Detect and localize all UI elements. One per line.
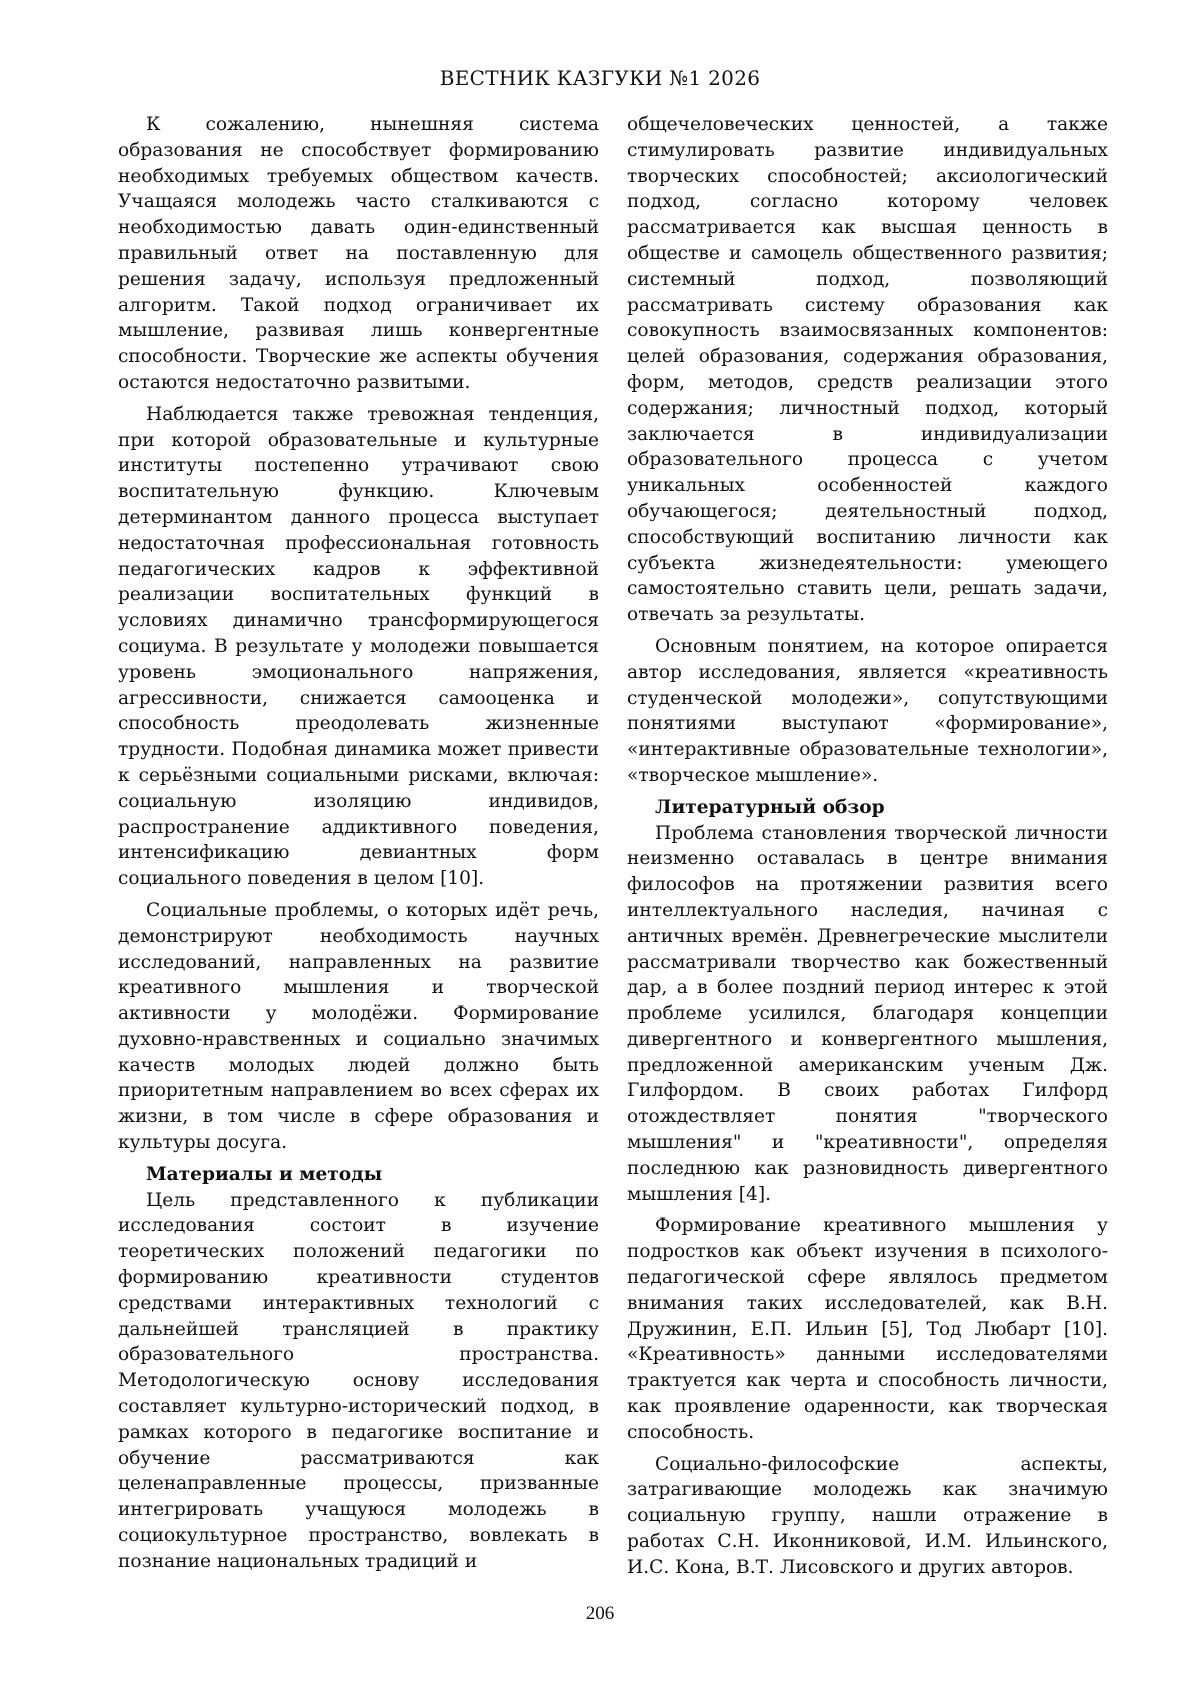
paragraph: Цель представленного к публикации исследования состоит в изучение теоретических положений педагогики по формированию креативности студентов средствами интерактивных технологий с дальнейшей трансляцией в практику образовательного пространства. Методологическую основу исследования составляет культурно-исторический подход, в рамках которого в педагогике воспитание и обучение рассматриваются как целенаправленные процессы, призванные интегрировать учащуюся молодежь в социокультурное пространство, вовлекать в познание национальных традиций и bbox=[118, 1189, 599, 1572]
paragraph: Основным понятием, на которое опирается автор исследования, является «креативность студенческой молодежи», сопутствующими понятиями выступают «формирование», «интерактивные образовательные технологии», «творческое мышление». bbox=[627, 635, 1108, 786]
section-heading-methods: Материалы и методы bbox=[146, 1163, 383, 1185]
paragraph: Наблюдается также тревожная тенденция, при которой образовательные и культурные институты постепенно утрачивают свою воспитательную функцию. Ключевым детерминантом данного процесса выступает недостаточная профессиональная готовность педагогических кадров к эффективной реализации воспитательных функций в условиях динамично трансформирующегося социума. В результате у молодежи повышается уровень эмоционального напряжения, агрессивности, снижается самооценка и способность преодолевать жизненные трудности. Подобная динамика может привести к серьёзными социальными рисками, включая: социальную изоляцию индивидов, распространение аддиктивного поведения, интенсификацию девиантных форм социального поведения в целом [10]. bbox=[118, 403, 599, 890]
left-column bbox=[118, 112, 599, 1581]
paragraph: Формирование креативного мышления у подростков как объект изучения в психолого-педагогической сфере являлось предметом внимания таких исследователей, как В.Н. Дружинин, Е.П. Ильин [5], Тод Любарт [10]. «Креативность» данными исследователями трактуется как черта и способность личности, как проявление одаренности, как творческая способность. bbox=[627, 1215, 1108, 1443]
page-number: 206 bbox=[585, 1603, 615, 1624]
right-column bbox=[627, 112, 1108, 1587]
paragraph: Социальные проблемы, о которых идёт речь, демонстрируют необходимость научных исследований, направленных на развитие креативного мышления и творческой активности у молодёжи. Формирование духовно-нравственных и социально значимых качеств молодых людей должно быть приоритетным направлением во всех сферах их жизни, в том числе в сфере образования и культуры досуга. bbox=[118, 899, 599, 1154]
paragraph: Проблема становления творческой личности неизменно оставалась в центре внимания философов на протяжении развития всего интеллектуального наследия, начиная с античных времён. Древнегреческие мыслители рассматривали творчество как божественный дар, а в более поздний период интерес к этой проблеме усилился, благодаря концепции дивергентного и конвергентного мышления, предложенной американским ученым Дж. Гилфордом. В своих работах Гилфорд отождествляет понятия "творческого мышления" и "креативности", определяя последнюю как разновидность дивергентного мышления [4]. bbox=[627, 822, 1108, 1205]
paragraph: общечеловеческих ценностей, а также стимулировать развитие индивидуальных творческих способностей; аксиологический подход, согласно которому человек рассматривается как высшая ценность в обществе и самоцель общественного развития; системный подход, позволяющий рассматривать систему образования как совокупность взаимосвязанных компонентов: целей образования, содержания образования, форм, методов, средств реализации этого содержания; личностный подход, который заключается в индивидуализации образовательного процесса с учетом уникальных особенностей каждого обучающегося; деятельностный подход, способствующий воспитанию личности как субъекта жизнедеятельности: умеющего самостоятельно ставить цели, решать задачи, отвечать за результаты. bbox=[627, 114, 1108, 626]
paragraph: Социально-философские аспекты, затрагивающие молодежь как значимую социальную группу, нашли отражение в работах С.Н. Иконниковой, И.М. Ильинского, И.С. Кона, В.Т. Лисовского и других авторов. bbox=[627, 1453, 1108, 1578]
section-heading-review: Литературный обзор bbox=[655, 796, 885, 818]
journal-header: ВЕСТНИК КАЗГУКИ №1 2026 bbox=[439, 66, 761, 90]
paragraph: К сожалению, нынешняя система образования не способствует формированию необходимых требуемых обществом качеств. Учащаяся молодежь часто сталкиваются с необходимостью давать один-единственный правильный ответ на поставленную для решения задачу, используя предложенный алгоритм. Такой подход ограничивает их мышление, развивая лишь конвергентные способности. Творческие же аспекты обучения остаются недостаточно развитыми. bbox=[118, 114, 599, 393]
